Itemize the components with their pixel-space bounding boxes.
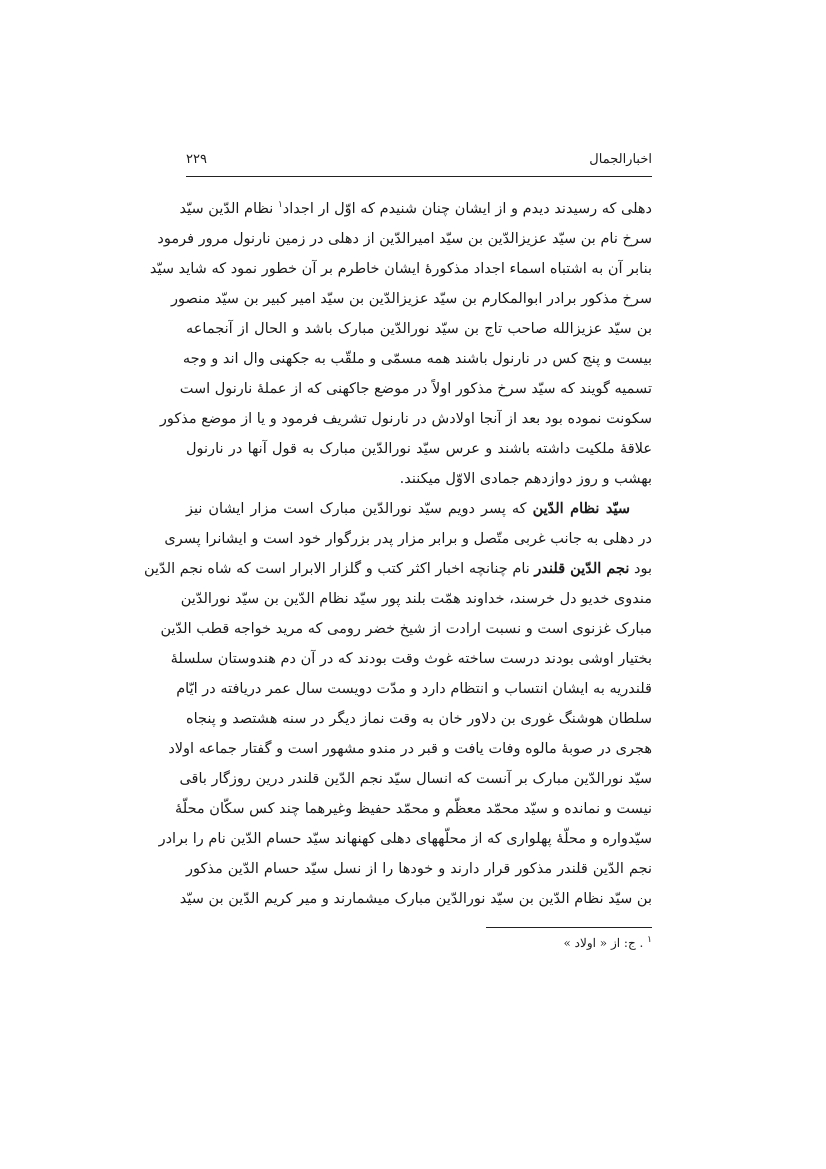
footnote-rule [486,927,652,928]
footnote-text: . ج: از « اولاد » [563,936,644,950]
text-line: سرخ مذکور برادر ابوالمکارم بن سیّد عزیزالدّین بن سیّد امیر کبیر بن سیّد منصور [171,291,652,307]
text-line: علاقهٔ ملکیت داشته باشند و عرس سیّد نورالدّین مبارک به قول آنها در نارنول [186,441,652,457]
text-line: مبارک غزنوی است و نسبت ارادت از شیخ خضر رومی که مرید خواجه قطب الدّین [160,621,652,637]
text-line: مندوی خدیو دل خرسند، خداوند همّت بلند پور سیّد نظام الدّین بن سیّد نورالدّین [180,591,652,607]
text-line: هجری در صوبهٔ مالوه وفات یافت و قبر در مندو مشهور است و گفتار جماعه اولاد [168,741,652,757]
text-line-segment: نظام الدّین سیّد [179,201,274,217]
footnote [186,934,652,952]
bold-name: نجم الدّین قلندر [534,560,630,577]
text-line: بختیار اوشی بودند درست ساخته غوث وقت بودند که در آن دم هندوستان سلسلهٔ [170,651,652,667]
page-header [186,150,652,174]
text-line: بنابر آن به اشتباه اسماء اجداد مذکورهٔ ایشان خاطرم بر آن خطور نمود که شاید سیّد [149,261,652,277]
text-line [143,554,652,584]
text-line [186,494,652,524]
text-line: تسمیه گویند که سیّد سرخ مذکور اولاً در موضع جاکهنی که از عملهٔ نارنول است [179,381,652,397]
text-line: بن سیّد نظام الدّین بن سیّد نورالدّین مبارک میشمارند و میر کریم الدّین بن سیّد [179,891,652,907]
body-text [143,194,652,914]
text-line: نیست و نمانده و سیّد محمّد معظّم و محمّد حفیظ وغیرهما چند کس سکّان محلّهٔ [175,801,652,817]
text-line: در دهلی به جانب غربی متّصل و برابر مزار پدر بزرگوار خود است و ایشانرا پسری [164,531,652,547]
text-line: بیست و پنج کس در نارنول باشند همه مسمّی و ملقّب به جکهنی وال اند و وجه [182,351,652,367]
text-line: قلندریه به ایشان انتساب و انتظام دارد و مدّت دویست سال عمر دریافته در ایّام [176,681,652,697]
footnote-number: ١ [647,935,652,945]
text-line-segment: بود [634,561,652,577]
text-line [179,194,652,224]
text-line: سکونت نموده بود بعد از آنجا اولادش در نارنول تشریف فرمود و یا از موضع مذکور [159,411,652,427]
text-line-segment: نام چنانچه اخبار اکثر کتب و گلزار الابرار است که شاه نجم الدّین [143,561,530,577]
text-line-segment: که پسر دویم سیّد نورالدّین مبارک است مزار ایشان نیز [186,501,527,517]
text-line: بن سیّد عزیزالله صاحب تاج بن سیّد نورالدّین مبارک باشد و الحال از آنجماعه [186,321,652,337]
header-rule [186,176,652,177]
bold-name: سیّد نظام الدّین [532,500,630,517]
text-line: سلطان هوشنگ غوری بن دلاور خان به وقت نماز دیگر در سنه هشتصد و پنجاه [186,711,652,727]
text-line: سیّدواره و محلّهٔ پهلواری که از محلّههای دهلی کهنهاند سیّد حسام الدّین نام را برادر [158,831,652,847]
text-line: سرخ نام بن سیّد عزیزالدّین بن سیّد امیرالدّین از دهلی در زمین نارنول مرور فرمود [157,231,652,247]
text-line-segment: دهلی که رسیدند دیدم و از ایشان چنان شنیدم که اوّل ار اجداد [282,201,652,217]
text-line: سیّد نورالدّین مبارک بر آنست که انسال سیّد نجم الدّین قلندر درین روزگار باقی [179,771,652,787]
footnote-marker: ١ [277,200,283,211]
running-title: اخبارالجمال [589,152,652,167]
text-line: نجم الدّین قلندر مذکور قرار دارند و خودها را از نسل سیّد حسام الدّین مذکور [186,861,652,877]
page-number: ۲۲۹ [186,152,207,167]
text-line: بهشب و روز دوازدهم جمادی الاوّل میکنند. [399,471,652,487]
